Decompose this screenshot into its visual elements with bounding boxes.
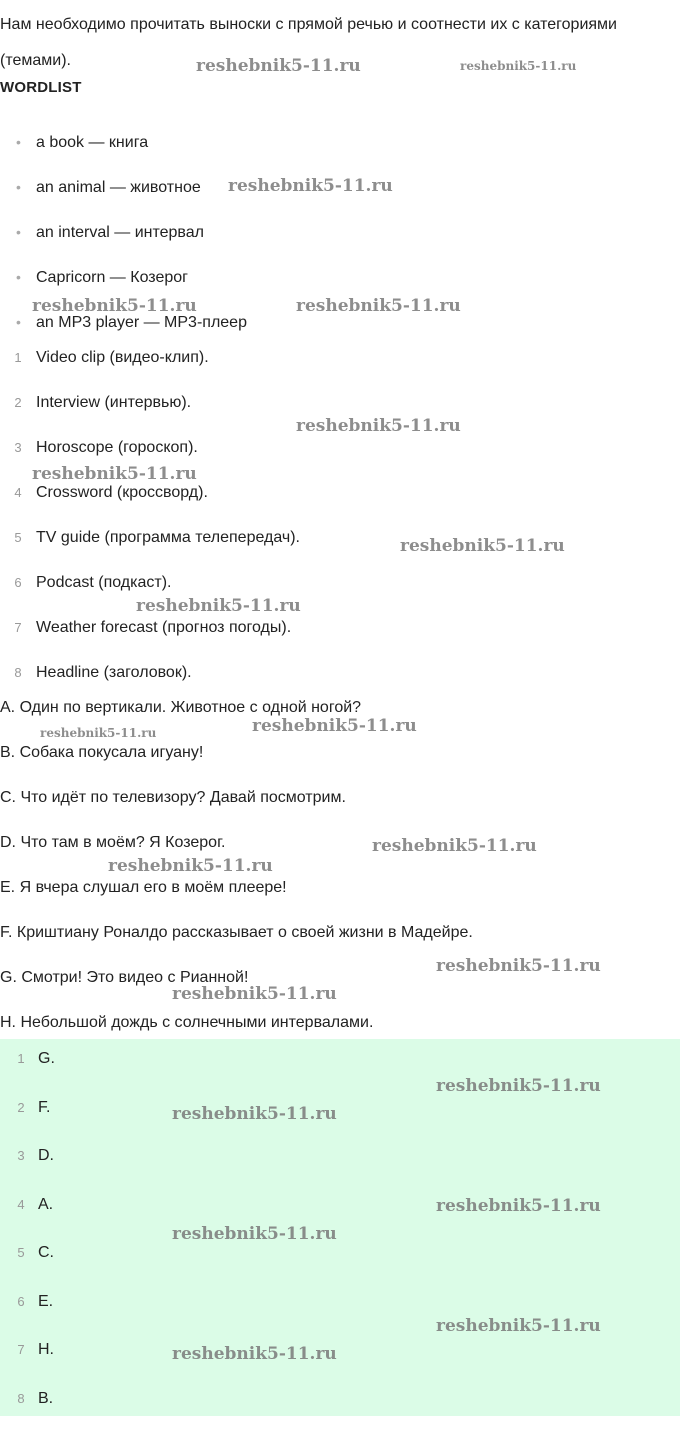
item-number: 3 xyxy=(17,1148,25,1163)
quote-item: C. Что идёт по телевизору? Давай посмотрим. xyxy=(0,789,346,806)
answer-item xyxy=(0,1233,680,1282)
answer-text: G. xyxy=(38,1050,55,1067)
category-item xyxy=(0,380,300,425)
quote-item: H. Небольшой дождь с солнечными интервалами. xyxy=(0,1014,374,1031)
wordlist-item: • Capricorn — Козерог xyxy=(0,255,247,300)
item-number: 7 xyxy=(14,620,22,635)
category-text: Podcast (подкаст). xyxy=(36,574,172,591)
category-item xyxy=(0,335,300,380)
quote-item: B. Собака покусала игуану! xyxy=(0,744,204,761)
watermark: reshebnik5-11.ru xyxy=(460,59,577,73)
wordlist-item: • a book — книга xyxy=(0,120,247,165)
watermark: reshebnik5-11.ru xyxy=(32,464,197,484)
category-item xyxy=(0,515,300,560)
watermark: reshebnik5-11.ru xyxy=(296,296,461,316)
watermark: reshebnik5-11.ru xyxy=(436,956,601,976)
item-number: 8 xyxy=(14,665,22,680)
watermark: reshebnik5-11.ru xyxy=(436,1076,601,1096)
item-number: 1 xyxy=(17,1051,25,1066)
item-number: 6 xyxy=(14,575,22,590)
item-number: 2 xyxy=(14,395,22,410)
item-number: 6 xyxy=(17,1293,25,1309)
wordlist-item: • an MP3 player — MP3-плеер xyxy=(0,300,247,345)
watermark: reshebnik5-11.ru xyxy=(436,1196,601,1216)
category-text: TV guide (программа телепередач). xyxy=(36,529,300,546)
intro-text: Нам необходимо прочитать выноски с прямой речью и соотнести их с категориями (темами). xyxy=(0,16,617,69)
watermark: reshebnik5-11.ru xyxy=(372,836,537,856)
answer-item xyxy=(0,1379,680,1428)
item-number: 4 xyxy=(17,1196,25,1212)
category-text: Horoscope (гороскоп). xyxy=(36,439,198,456)
watermark: reshebnik5-11.ru xyxy=(136,596,301,616)
category-text: Headline (заголовок). xyxy=(36,664,192,681)
watermark: reshebnik5-11.ru xyxy=(172,984,337,1004)
watermark: reshebnik5-11.ru xyxy=(32,296,197,316)
watermark: reshebnik5-11.ru xyxy=(252,716,417,736)
category-text: Interview (интервью). xyxy=(36,394,192,411)
item-number: 7 xyxy=(17,1342,25,1357)
watermark: reshebnik5-11.ru xyxy=(196,56,361,76)
answer-text: H. xyxy=(38,1341,54,1358)
category-text: Crossword (кроссворд). xyxy=(36,484,208,501)
quote-item: G. Смотри! Это видео с Рианной! xyxy=(0,969,249,986)
watermark: reshebnik5-11.ru xyxy=(40,726,157,740)
quote-item: E. Я вчера слушал его в моём плеере! xyxy=(0,879,287,896)
item-number: 1 xyxy=(14,350,22,365)
quote-item: D. Что там в моём? Я Козерог. xyxy=(0,834,226,851)
wordlist-heading: WORDLIST xyxy=(0,79,82,96)
category-text: Weather forecast (прогноз погоды). xyxy=(36,619,292,636)
watermark: reshebnik5-11.ru xyxy=(172,1344,337,1364)
watermark: reshebnik5-11.ru xyxy=(172,1104,337,1124)
answer-item xyxy=(0,1136,680,1185)
categories-list xyxy=(0,335,300,695)
quote-item: F. Криштиану Роналдо рассказывает о своей жизни в Мадейре. xyxy=(0,924,473,941)
watermark: reshebnik5-11.ru xyxy=(228,176,393,196)
answer-text: C. xyxy=(38,1244,54,1261)
item-number: 4 xyxy=(14,485,22,500)
item-number: 2 xyxy=(17,1099,25,1115)
watermark: reshebnik5-11.ru xyxy=(172,1224,337,1244)
answer-text: F. xyxy=(38,1098,51,1116)
watermark: reshebnik5-11.ru xyxy=(108,856,273,876)
answer-text: E. xyxy=(38,1292,54,1310)
answer-text: A. xyxy=(38,1195,54,1213)
item-number: 5 xyxy=(17,1245,25,1260)
answer-text: B. xyxy=(38,1389,54,1407)
item-number: 8 xyxy=(17,1390,25,1406)
category-text: Video clip (видео-клип). xyxy=(36,349,209,366)
answer-item xyxy=(0,1330,680,1379)
watermark: reshebnik5-11.ru xyxy=(296,416,461,436)
answer-text: D. xyxy=(38,1147,54,1164)
watermark: reshebnik5-11.ru xyxy=(400,536,565,556)
wordlist-item: • an interval — интервал xyxy=(0,210,247,255)
item-number: 3 xyxy=(14,440,22,455)
item-number: 5 xyxy=(14,530,22,545)
wordlist-item: • an animal — животное xyxy=(0,165,247,210)
watermark: reshebnik5-11.ru xyxy=(436,1316,601,1336)
quote-item: A. Один по вертикали. Животное с одной ногой? xyxy=(0,699,362,716)
